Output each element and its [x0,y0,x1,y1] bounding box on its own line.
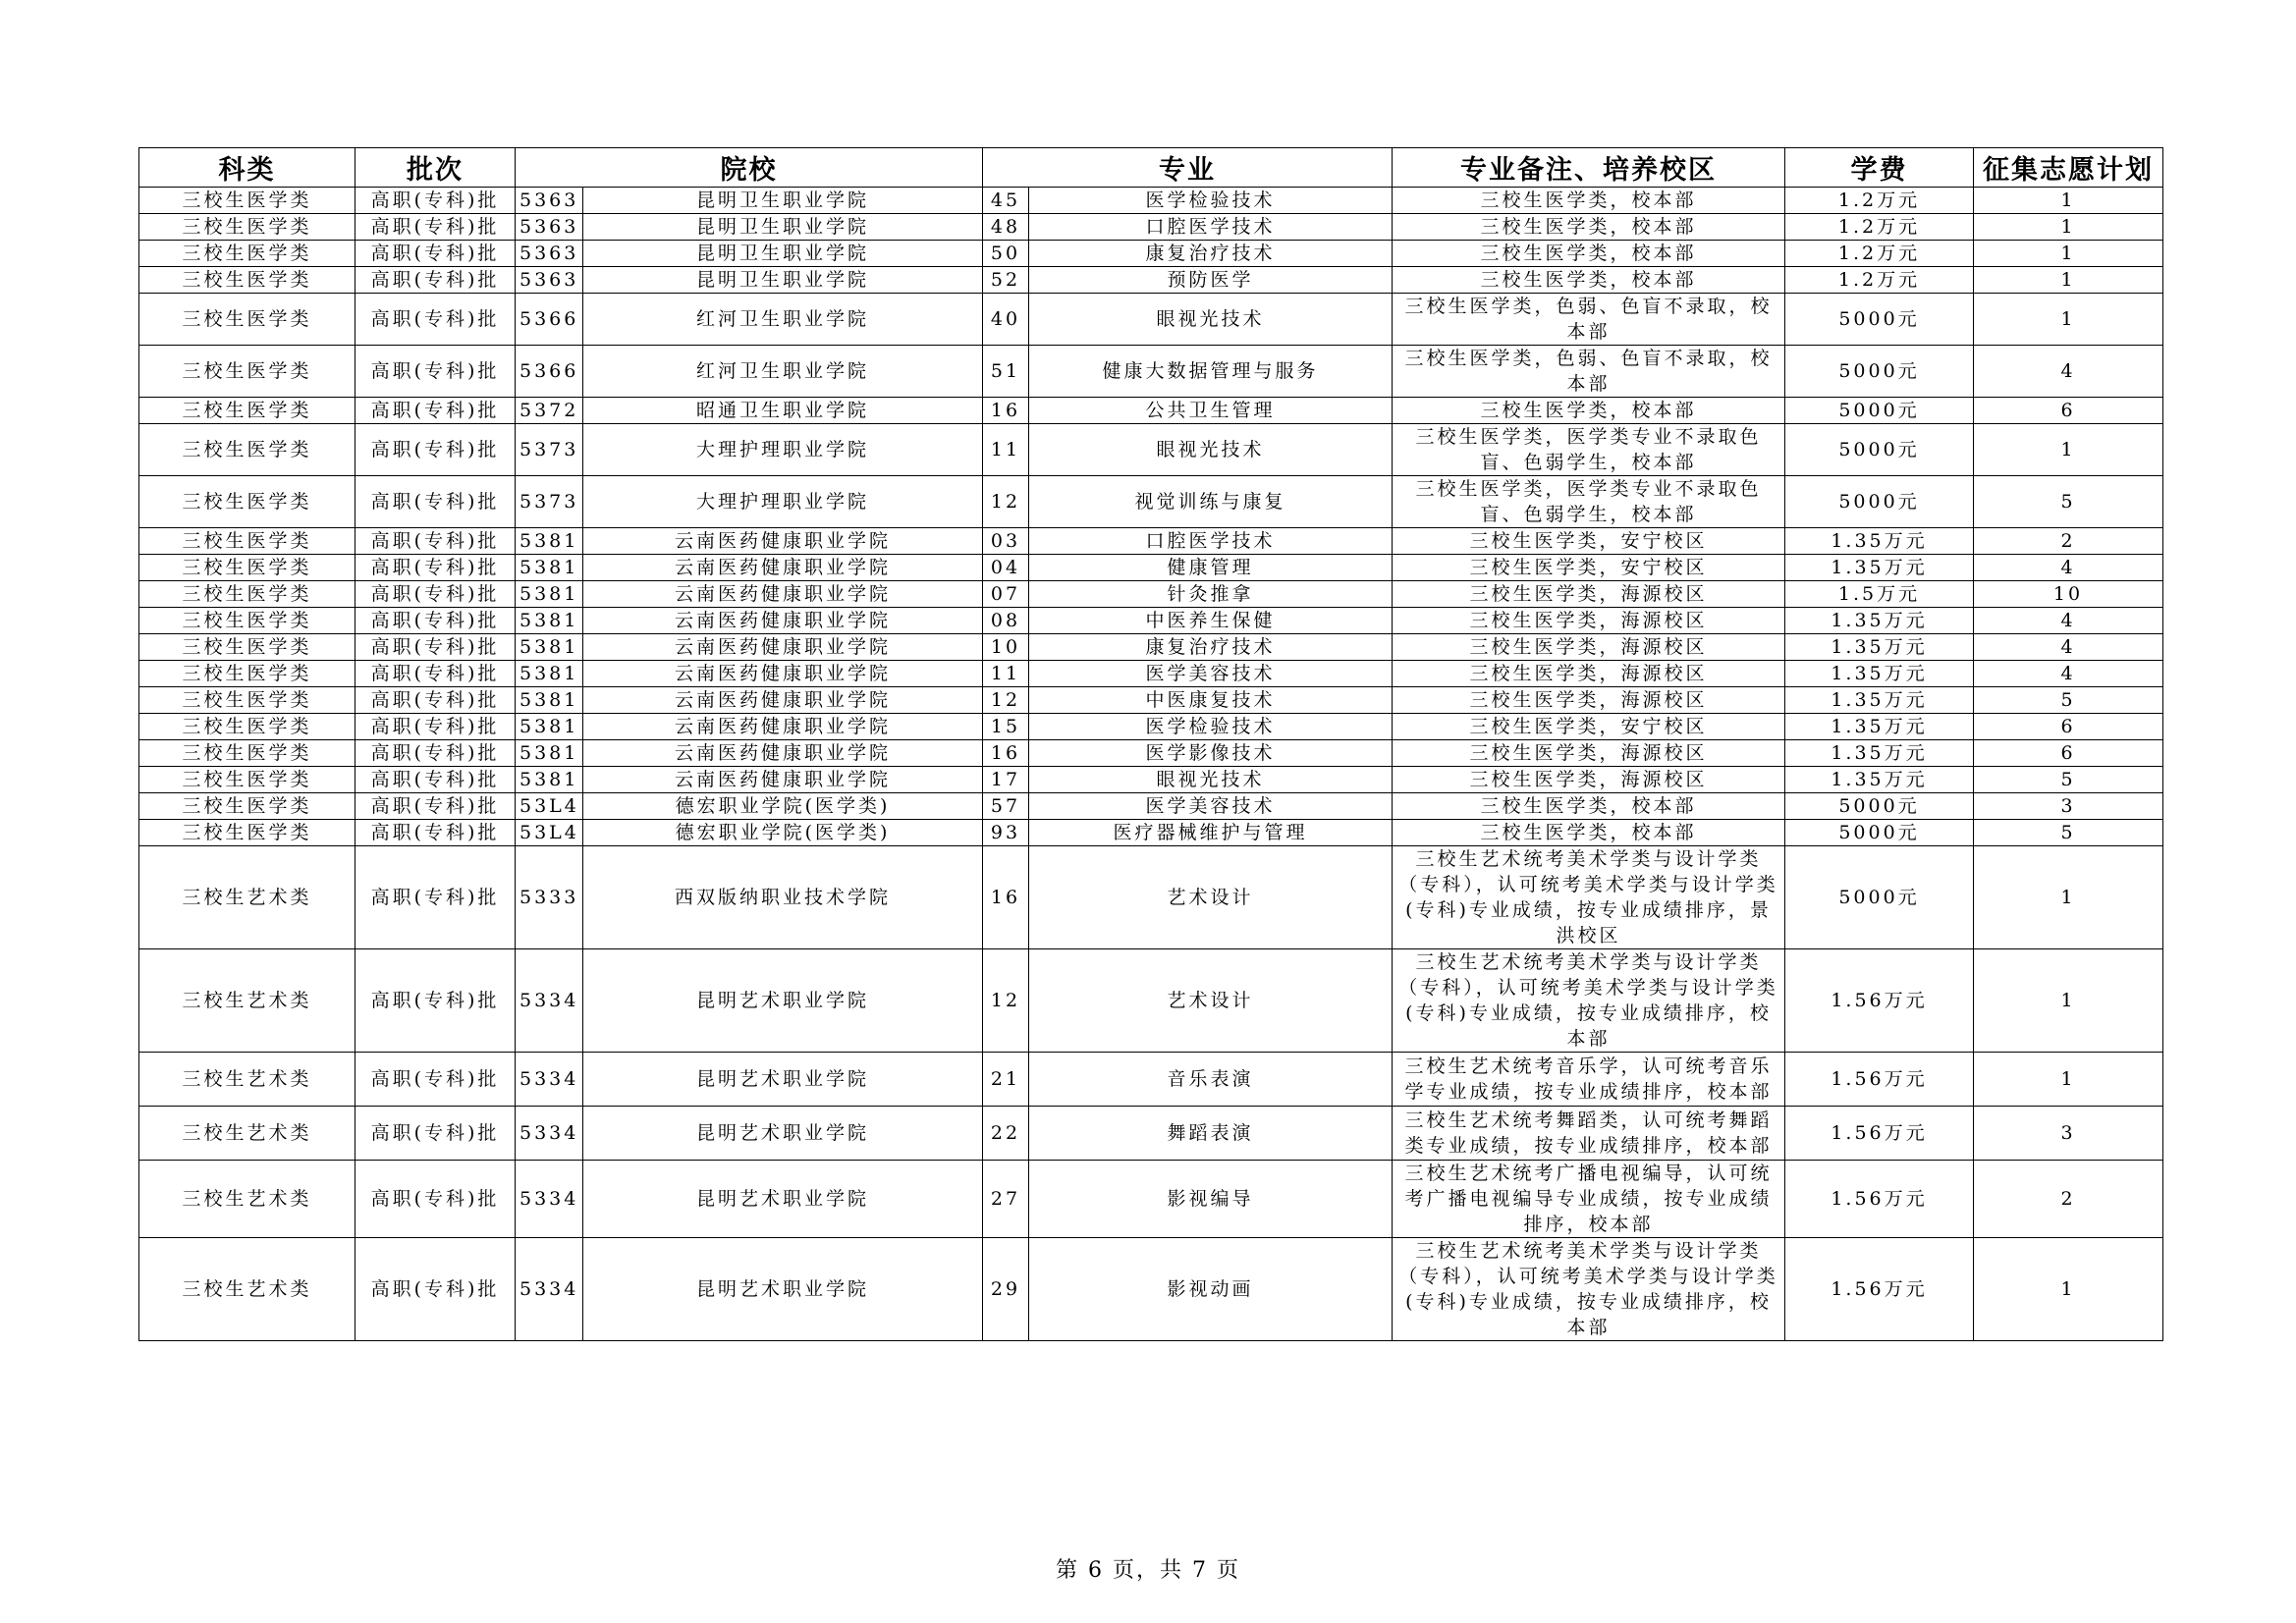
school-code-cell: 53L4 [516,820,583,846]
fee-cell: 5000元 [1785,476,1974,528]
major-code-cell: 17 [983,767,1029,793]
plan-cell: 1 [1974,241,2163,267]
school-code-cell: 5373 [516,476,583,528]
school-code-cell: 5381 [516,634,583,661]
school-cell: 大理护理职业学院 [583,476,983,528]
category-cell: 三校生医学类 [139,608,355,634]
major-cell: 口腔医学技术 [1029,214,1393,241]
school-code-cell: 5381 [516,608,583,634]
category-cell: 三校生医学类 [139,188,355,214]
major-code-cell: 10 [983,634,1029,661]
remark-cell: 三校生艺术统考美术学类与设计学类（专科），认可统考美术学类与设计学类(专科)专业成绩，按专业成绩排序，校本部 [1393,1238,1785,1341]
plan-cell: 1 [1974,1053,2163,1107]
table-row [139,476,2163,528]
fee-cell: 5000元 [1785,793,1974,820]
plan-cell: 6 [1974,398,2163,424]
fee-cell: 1.35万元 [1785,740,1974,767]
school-code-cell: 5363 [516,267,583,294]
category-cell: 三校生艺术类 [139,949,355,1053]
school-cell: 德宏职业学院(医学类) [583,820,983,846]
school-code-cell: 53L4 [516,793,583,820]
header-category: 科类 [139,148,355,188]
batch-cell: 高职(专科)批 [355,188,516,214]
major-code-cell: 04 [983,555,1029,581]
table-row [139,1107,2163,1161]
major-cell: 康复治疗技术 [1029,634,1393,661]
remark-cell: 三校生医学类，海源校区 [1393,581,1785,608]
major-cell: 医学美容技术 [1029,661,1393,687]
table-body [139,188,2163,1341]
school-cell: 昆明艺术职业学院 [583,1161,983,1238]
header-school: 院校 [516,148,983,188]
plan-cell: 5 [1974,820,2163,846]
fee-cell: 1.35万元 [1785,608,1974,634]
remark-cell: 三校生医学类，医学类专业不录取色盲、色弱学生，校本部 [1393,424,1785,476]
table-row [139,820,2163,846]
remark-cell: 三校生艺术统考美术学类与设计学类（专科），认可统考美术学类与设计学类(专科)专业成绩，按专业成绩排序，校本部 [1393,949,1785,1053]
school-cell: 云南医药健康职业学院 [583,634,983,661]
fee-cell: 1.2万元 [1785,267,1974,294]
school-cell: 昆明卫生职业学院 [583,214,983,241]
category-cell: 三校生医学类 [139,767,355,793]
major-code-cell: 12 [983,687,1029,714]
school-cell: 云南医药健康职业学院 [583,581,983,608]
major-code-cell: 11 [983,424,1029,476]
fee-cell: 1.2万元 [1785,214,1974,241]
table-row [139,1053,2163,1107]
remark-cell: 三校生医学类，安宁校区 [1393,714,1785,740]
plan-cell: 6 [1974,740,2163,767]
batch-cell: 高职(专科)批 [355,793,516,820]
major-code-cell: 07 [983,581,1029,608]
major-code-cell: 15 [983,714,1029,740]
table-row [139,294,2163,346]
major-code-cell: 12 [983,476,1029,528]
table-row [139,793,2163,820]
plan-cell: 4 [1974,608,2163,634]
remark-cell: 三校生医学类，校本部 [1393,214,1785,241]
remark-cell: 三校生医学类，色弱、色盲不录取，校本部 [1393,346,1785,398]
remark-cell: 三校生医学类，海源校区 [1393,661,1785,687]
batch-cell: 高职(专科)批 [355,634,516,661]
school-cell: 昆明艺术职业学院 [583,1107,983,1161]
category-cell: 三校生医学类 [139,581,355,608]
major-cell: 医学美容技术 [1029,793,1393,820]
batch-cell: 高职(专科)批 [355,555,516,581]
school-code-cell: 5373 [516,424,583,476]
batch-cell: 高职(专科)批 [355,528,516,555]
batch-cell: 高职(专科)批 [355,1161,516,1238]
major-cell: 口腔医学技术 [1029,528,1393,555]
table-row [139,767,2163,793]
remark-cell: 三校生艺术统考音乐学，认可统考音乐学专业成绩，按专业成绩排序，校本部 [1393,1053,1785,1107]
table-row [139,740,2163,767]
header-fee: 学费 [1785,148,1974,188]
school-cell: 西双版纳职业技术学院 [583,846,983,949]
batch-cell: 高职(专科)批 [355,949,516,1053]
plan-cell: 3 [1974,1107,2163,1161]
fee-cell: 5000元 [1785,820,1974,846]
plan-cell: 5 [1974,476,2163,528]
school-code-cell: 5366 [516,294,583,346]
category-cell: 三校生医学类 [139,214,355,241]
major-cell: 视觉训练与康复 [1029,476,1393,528]
major-code-cell: 11 [983,661,1029,687]
fee-cell: 1.56万元 [1785,1161,1974,1238]
category-cell: 三校生艺术类 [139,1238,355,1341]
major-code-cell: 16 [983,846,1029,949]
major-cell: 医学检验技术 [1029,714,1393,740]
table-row [139,346,2163,398]
table-row [139,661,2163,687]
plan-cell: 4 [1974,555,2163,581]
fee-cell: 5000元 [1785,846,1974,949]
table-row [139,528,2163,555]
fee-cell: 1.35万元 [1785,661,1974,687]
school-code-cell: 5381 [516,581,583,608]
table-row [139,581,2163,608]
major-cell: 眼视光技术 [1029,767,1393,793]
remark-cell: 三校生医学类，海源校区 [1393,608,1785,634]
category-cell: 三校生医学类 [139,634,355,661]
fee-cell: 1.2万元 [1785,241,1974,267]
batch-cell: 高职(专科)批 [355,846,516,949]
major-cell: 医学检验技术 [1029,188,1393,214]
school-code-cell: 5372 [516,398,583,424]
school-cell: 大理护理职业学院 [583,424,983,476]
major-cell: 医疗器械维护与管理 [1029,820,1393,846]
school-cell: 云南医药健康职业学院 [583,608,983,634]
major-cell: 影视动画 [1029,1238,1393,1341]
major-cell: 艺术设计 [1029,949,1393,1053]
batch-cell: 高职(专科)批 [355,740,516,767]
school-code-cell: 5363 [516,214,583,241]
major-code-cell: 03 [983,528,1029,555]
school-cell: 昆明卫生职业学院 [583,241,983,267]
school-cell: 云南医药健康职业学院 [583,661,983,687]
batch-cell: 高职(专科)批 [355,608,516,634]
batch-cell: 高职(专科)批 [355,241,516,267]
plan-cell: 1 [1974,424,2163,476]
school-code-cell: 5334 [516,1161,583,1238]
major-code-cell: 57 [983,793,1029,820]
major-cell: 中医养生保健 [1029,608,1393,634]
remark-cell: 三校生艺术统考舞蹈类，认可统考舞蹈类专业成绩，按专业成绩排序，校本部 [1393,1107,1785,1161]
school-code-cell: 5381 [516,661,583,687]
header-batch: 批次 [355,148,516,188]
major-cell: 医学影像技术 [1029,740,1393,767]
fee-cell: 1.5万元 [1785,581,1974,608]
category-cell: 三校生医学类 [139,294,355,346]
school-cell: 红河卫生职业学院 [583,294,983,346]
school-cell: 德宏职业学院(医学类) [583,793,983,820]
school-code-cell: 5333 [516,846,583,949]
plan-cell: 1 [1974,214,2163,241]
table-row [139,608,2163,634]
category-cell: 三校生医学类 [139,714,355,740]
table-row [139,949,2163,1053]
remark-cell: 三校生医学类，海源校区 [1393,687,1785,714]
school-code-cell: 5363 [516,241,583,267]
major-cell: 舞蹈表演 [1029,1107,1393,1161]
table-row [139,555,2163,581]
fee-cell: 1.35万元 [1785,767,1974,793]
fee-cell: 1.56万元 [1785,1238,1974,1341]
remark-cell: 三校生医学类，安宁校区 [1393,528,1785,555]
major-code-cell: 21 [983,1053,1029,1107]
fee-cell: 1.56万元 [1785,1107,1974,1161]
remark-cell: 三校生医学类，海源校区 [1393,740,1785,767]
batch-cell: 高职(专科)批 [355,476,516,528]
major-code-cell: 93 [983,820,1029,846]
plan-cell: 2 [1974,528,2163,555]
batch-cell: 高职(专科)批 [355,1238,516,1341]
remark-cell: 三校生医学类，安宁校区 [1393,555,1785,581]
table-row [139,714,2163,740]
plan-cell: 4 [1974,661,2163,687]
school-code-cell: 5334 [516,1238,583,1341]
table-row [139,1238,2163,1341]
plan-cell: 1 [1974,1238,2163,1341]
major-cell: 眼视光技术 [1029,424,1393,476]
table-row [139,424,2163,476]
batch-cell: 高职(专科)批 [355,214,516,241]
batch-cell: 高职(专科)批 [355,820,516,846]
batch-cell: 高职(专科)批 [355,1107,516,1161]
school-code-cell: 5381 [516,687,583,714]
plan-cell: 10 [1974,581,2163,608]
remark-cell: 三校生艺术统考广播电视编导，认可统考广播电视编导专业成绩，按专业成绩排序，校本部 [1393,1161,1785,1238]
major-cell: 健康大数据管理与服务 [1029,346,1393,398]
school-code-cell: 5381 [516,555,583,581]
fee-cell: 5000元 [1785,346,1974,398]
fee-cell: 1.56万元 [1785,949,1974,1053]
plan-cell: 5 [1974,767,2163,793]
major-cell: 康复治疗技术 [1029,241,1393,267]
school-cell: 昭通卫生职业学院 [583,398,983,424]
category-cell: 三校生医学类 [139,661,355,687]
category-cell: 三校生医学类 [139,398,355,424]
major-cell: 中医康复技术 [1029,687,1393,714]
plan-cell: 1 [1974,294,2163,346]
school-code-cell: 5381 [516,528,583,555]
school-cell: 昆明卫生职业学院 [583,267,983,294]
category-cell: 三校生医学类 [139,793,355,820]
remark-cell: 三校生艺术统考美术学类与设计学类（专科），认可统考美术学类与设计学类(专科)专业成绩，按专业成绩排序，景洪校区 [1393,846,1785,949]
plan-cell: 5 [1974,687,2163,714]
major-code-cell: 48 [983,214,1029,241]
major-cell: 健康管理 [1029,555,1393,581]
table-row [139,188,2163,214]
batch-cell: 高职(专科)批 [355,424,516,476]
table-row [139,267,2163,294]
batch-cell: 高职(专科)批 [355,398,516,424]
major-code-cell: 51 [983,346,1029,398]
batch-cell: 高职(专科)批 [355,267,516,294]
batch-cell: 高职(专科)批 [355,294,516,346]
school-cell: 昆明艺术职业学院 [583,1053,983,1107]
header-remark: 专业备注、培养校区 [1393,148,1785,188]
plan-cell: 1 [1974,267,2163,294]
table-row [139,241,2163,267]
major-code-cell: 52 [983,267,1029,294]
school-cell: 云南医药健康职业学院 [583,740,983,767]
plan-cell: 4 [1974,634,2163,661]
major-cell: 影视编导 [1029,1161,1393,1238]
admission-plan-table [138,147,2163,1341]
school-cell: 红河卫生职业学院 [583,346,983,398]
category-cell: 三校生医学类 [139,740,355,767]
school-cell: 昆明艺术职业学院 [583,1238,983,1341]
fee-cell: 5000元 [1785,294,1974,346]
school-code-cell: 5366 [516,346,583,398]
plan-cell: 3 [1974,793,2163,820]
plan-cell: 1 [1974,949,2163,1053]
table-row [139,214,2163,241]
school-code-cell: 5381 [516,767,583,793]
fee-cell: 1.35万元 [1785,687,1974,714]
category-cell: 三校生医学类 [139,267,355,294]
category-cell: 三校生医学类 [139,528,355,555]
batch-cell: 高职(专科)批 [355,687,516,714]
major-cell: 眼视光技术 [1029,294,1393,346]
category-cell: 三校生艺术类 [139,1107,355,1161]
fee-cell: 1.56万元 [1785,1053,1974,1107]
remark-cell: 三校生医学类，海源校区 [1393,634,1785,661]
category-cell: 三校生艺术类 [139,846,355,949]
major-code-cell: 40 [983,294,1029,346]
category-cell: 三校生医学类 [139,687,355,714]
major-code-cell: 16 [983,740,1029,767]
plan-cell: 1 [1974,188,2163,214]
category-cell: 三校生医学类 [139,241,355,267]
fee-cell: 1.35万元 [1785,714,1974,740]
remark-cell: 三校生医学类，校本部 [1393,188,1785,214]
table-row [139,687,2163,714]
plan-cell: 2 [1974,1161,2163,1238]
school-cell: 云南医药健康职业学院 [583,555,983,581]
major-code-cell: 22 [983,1107,1029,1161]
fee-cell: 5000元 [1785,398,1974,424]
major-code-cell: 27 [983,1161,1029,1238]
major-code-cell: 50 [983,241,1029,267]
remark-cell: 三校生医学类，医学类专业不录取色盲、色弱学生，校本部 [1393,476,1785,528]
school-code-cell: 5363 [516,188,583,214]
category-cell: 三校生医学类 [139,555,355,581]
major-cell: 公共卫生管理 [1029,398,1393,424]
major-code-cell: 29 [983,1238,1029,1341]
batch-cell: 高职(专科)批 [355,661,516,687]
school-code-cell: 5334 [516,1053,583,1107]
school-cell: 昆明艺术职业学院 [583,949,983,1053]
table-header-row [139,148,2163,188]
plan-cell: 1 [1974,846,2163,949]
category-cell: 三校生医学类 [139,476,355,528]
school-cell: 昆明卫生职业学院 [583,188,983,214]
remark-cell: 三校生医学类，校本部 [1393,267,1785,294]
school-cell: 云南医药健康职业学院 [583,528,983,555]
category-cell: 三校生艺术类 [139,1053,355,1107]
remark-cell: 三校生医学类，校本部 [1393,820,1785,846]
batch-cell: 高职(专科)批 [355,1053,516,1107]
school-cell: 云南医药健康职业学院 [583,687,983,714]
header-major: 专业 [983,148,1393,188]
header-plan: 征集志愿计划 [1974,148,2163,188]
school-code-cell: 5381 [516,740,583,767]
batch-cell: 高职(专科)批 [355,714,516,740]
category-cell: 三校生医学类 [139,424,355,476]
plan-cell: 4 [1974,346,2163,398]
fee-cell: 1.35万元 [1785,555,1974,581]
remark-cell: 三校生医学类，校本部 [1393,241,1785,267]
remark-cell: 三校生医学类，校本部 [1393,398,1785,424]
major-code-cell: 12 [983,949,1029,1053]
major-cell: 针灸推拿 [1029,581,1393,608]
fee-cell: 1.35万元 [1785,634,1974,661]
school-cell: 云南医药健康职业学院 [583,767,983,793]
major-code-cell: 45 [983,188,1029,214]
major-cell: 艺术设计 [1029,846,1393,949]
table-row [139,1161,2163,1238]
remark-cell: 三校生医学类，色弱、色盲不录取，校本部 [1393,294,1785,346]
category-cell: 三校生医学类 [139,346,355,398]
major-code-cell: 16 [983,398,1029,424]
batch-cell: 高职(专科)批 [355,346,516,398]
school-code-cell: 5334 [516,949,583,1053]
major-cell: 预防医学 [1029,267,1393,294]
major-code-cell: 08 [983,608,1029,634]
batch-cell: 高职(专科)批 [355,581,516,608]
batch-cell: 高职(专科)批 [355,767,516,793]
category-cell: 三校生医学类 [139,820,355,846]
school-cell: 云南医药健康职业学院 [583,714,983,740]
table-row [139,846,2163,949]
category-cell: 三校生艺术类 [139,1161,355,1238]
page-number-footer: 第 6 页，共 7 页 [1056,1558,1240,1583]
table-row [139,634,2163,661]
fee-cell: 1.2万元 [1785,188,1974,214]
fee-cell: 5000元 [1785,424,1974,476]
remark-cell: 三校生医学类，校本部 [1393,793,1785,820]
remark-cell: 三校生医学类，海源校区 [1393,767,1785,793]
school-code-cell: 5381 [516,714,583,740]
major-cell: 音乐表演 [1029,1053,1393,1107]
table-row [139,398,2163,424]
school-code-cell: 5334 [516,1107,583,1161]
fee-cell: 1.35万元 [1785,528,1974,555]
plan-cell: 6 [1974,714,2163,740]
